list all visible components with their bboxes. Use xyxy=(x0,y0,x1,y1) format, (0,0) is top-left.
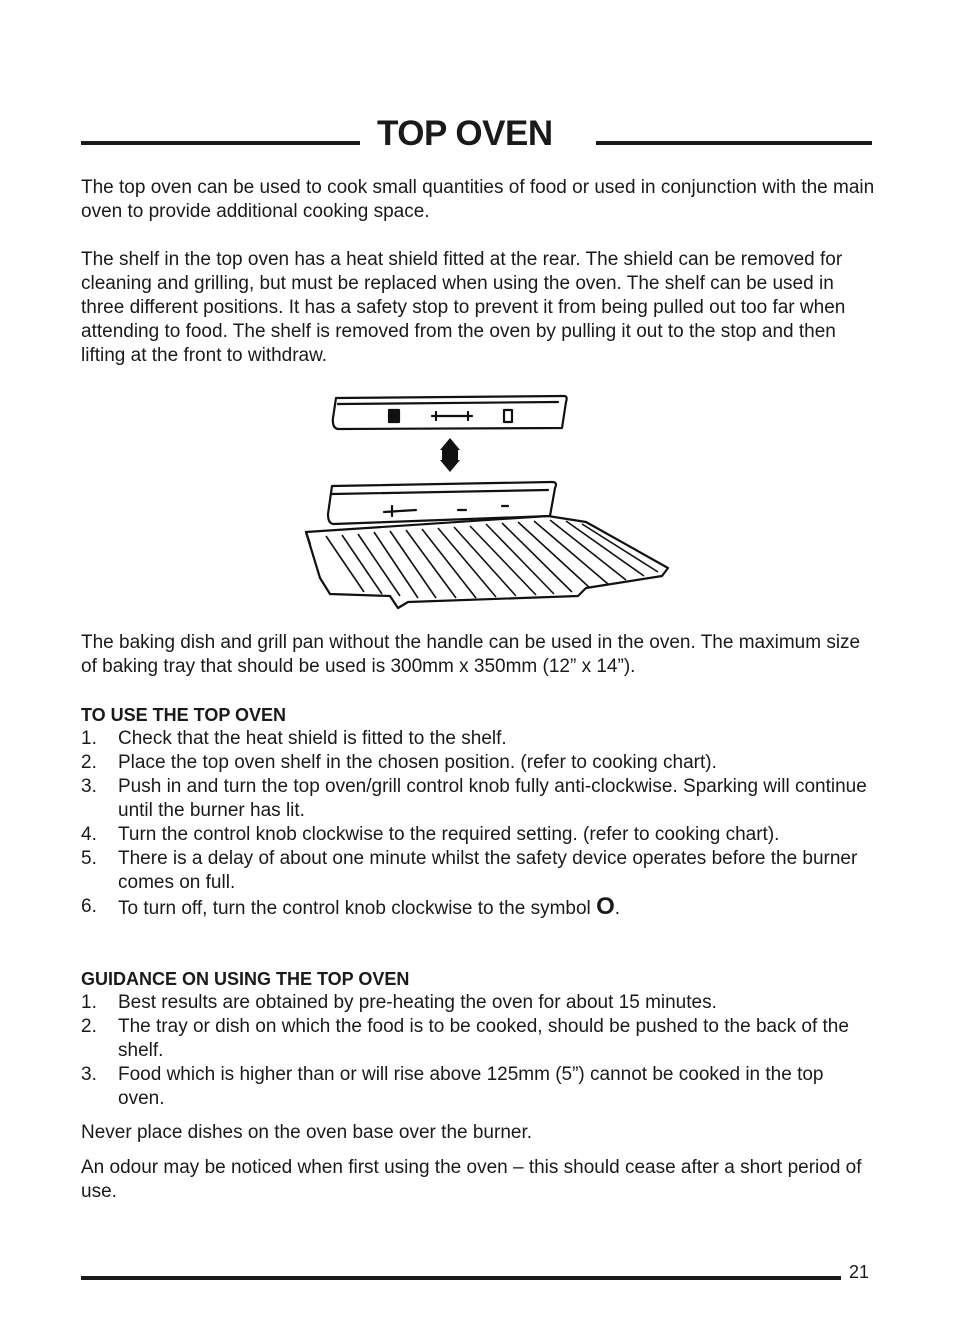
list-item: 2. The tray or dish on which the food is to be cooked, should be pushed to the back of the shelf. xyxy=(81,1016,849,1061)
list-item: 2. Place the top oven shelf in the chosen position. (refer to cooking chart). xyxy=(81,752,717,773)
note-oven-base: Never place dishes on the oven base over the burner. xyxy=(81,1122,533,1143)
off-symbol: O xyxy=(596,893,615,920)
page-title-row xyxy=(81,112,872,156)
list-item: 5. There is a delay of about one minute whilst the safety device operates before the burner comes on full. xyxy=(81,848,858,893)
page-number: 21 xyxy=(849,1262,870,1282)
list-item: 4. Turn the control knob clockwise to the required setting. (refer to cooking chart). xyxy=(81,824,780,845)
to-use-steps-list xyxy=(81,727,871,921)
guidance-steps-list xyxy=(81,991,871,1111)
guidance-heading: GUIDANCE ON USING THE TOP OVEN xyxy=(81,969,410,989)
baking-tray-paragraph: The baking dish and grill pan without the handle can be used in the oven. The maximum size of baking tray that should be used is 300mm x 350mm (12” x 14”). xyxy=(81,632,861,677)
list-item: 3. Push in and turn the top oven/grill control knob fully anti-clockwise. Sparking will continue until the burner has lit. xyxy=(81,776,867,821)
list-item: 1. Best results are obtained by pre-heating the oven for about 15 minutes. xyxy=(81,992,717,1013)
title-rule-right xyxy=(596,141,872,145)
title-rule-left xyxy=(81,141,360,145)
list-item: 1. Check that the heat shield is fitted to the shelf. xyxy=(81,728,507,749)
page-title: TOP OVEN xyxy=(377,114,553,153)
oven-shelf-heat-shield-icon xyxy=(296,388,676,616)
note-odour: An odour may be noticed when first using the oven – this should cease after a short period of use. xyxy=(81,1157,862,1202)
intro-paragraph-1: The top oven can be used to cook small quantities of food or used in conjunction with the main oven to provide additional cooking space. xyxy=(81,177,875,222)
footer-rule xyxy=(81,1276,841,1280)
to-use-heading: TO USE THE TOP OVEN xyxy=(81,705,287,725)
oven-shelf-illustration xyxy=(296,388,676,616)
list-item: 3. Food which is higher than or will rise above 125mm (5”) cannot be cooked in the top oven. xyxy=(81,1064,824,1109)
list-item: 6. To turn off, turn the control knob clockwise to the symbol O. xyxy=(81,893,621,920)
intro-paragraph-2: The shelf in the top oven has a heat shield fitted at the rear. The shield can be removed for cleaning and grilling, but must be replaced when using the oven. The shelf can be used in three different positions. It has a safety stop to prevent it from being pulled out too far when attending to food. The shelf is removed from the oven by pulling it out to the stop and then lifting at the front to withdraw. xyxy=(81,249,846,366)
